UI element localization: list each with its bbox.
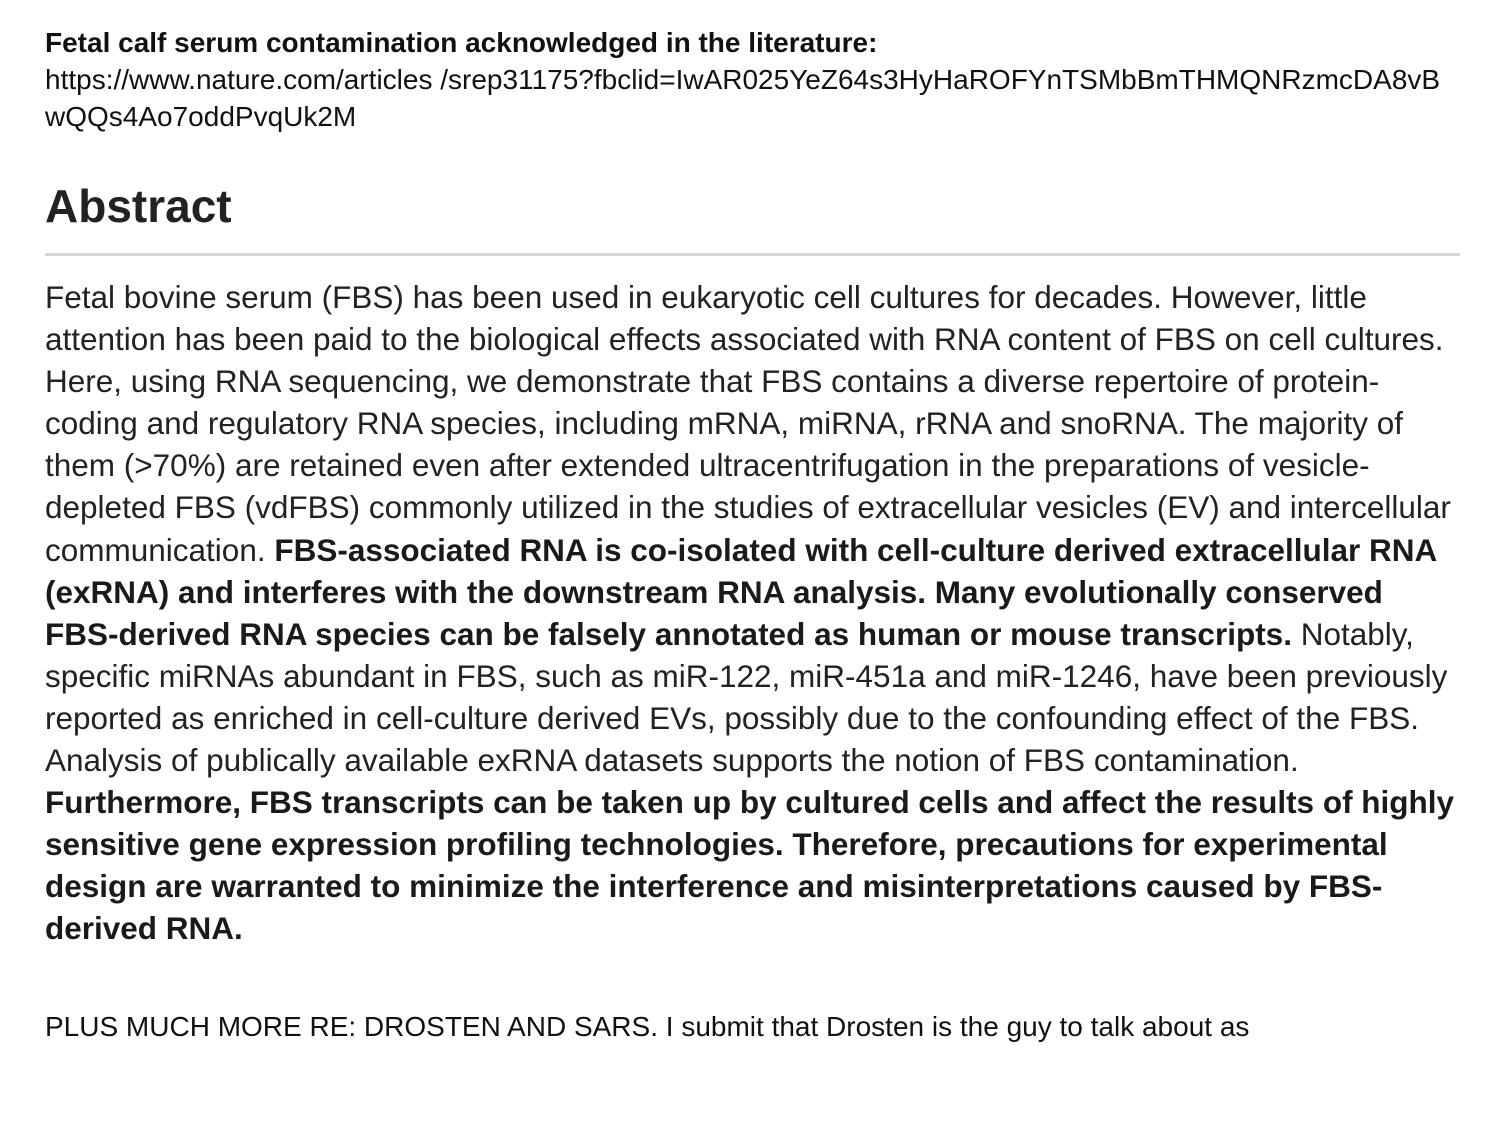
trailing-paragraph: PLUS MUCH MORE RE: DROSTEN AND SARS. I submit that Drosten is the guy to talk about as (45, 1010, 1250, 1042)
abstract-bold-1: FBS-associated RNA is co-isolated with cell-culture derived extracellular RNA (exRNA) and interferes with the downstream RNA analysis. Many evolutionally conserved FBS-derived RNA species can be falsely annotated as human or mouse transcripts. (45, 531, 1437, 652)
abstract-title: Abstract (45, 180, 232, 232)
document-page (45, 24, 1460, 1045)
intro-block (45, 24, 1460, 135)
abstract-text-2: Notably, specific miRNAs abundant in FBS, such as miR-122, miR-451a and miR-1246, have been previously reported as enriched in cell-culture derived EVs, possibly due to the confounding effect of the FBS. Analysis of publically available exRNA datasets supports the notion of FBS contamination. (45, 615, 1448, 779)
section-divider (45, 253, 1460, 256)
abstract-text-1: Fetal bovine serum (FBS) has been used in eukaryotic cell cultures for decades. However, little attention has been paid to the biological effects associated with RNA content of FBS on cell cultures. Here, using RNA sequencing, we demonstrate that FBS contains a diverse repertoire of protein-coding and regulatory RNA species, including mRNA, miRNA, rRNA and snoRNA. The majority of them (>70%) are retained even after extended ultracentrifugation in the preparations of vesicle-depleted FBS (vdFBS) commonly utilized in the studies of extracellular vesicles (EV) and intercellular communication. (45, 279, 1451, 568)
intro-heading: Fetal calf serum contamination acknowledged in the literature: (45, 27, 878, 58)
abstract-body (45, 276, 1460, 950)
article-link[interactable]: https://www.nature.com/articles /srep31175?fbclid=IwAR025YeZ64s3HyHaROFYnTSMbBmTHMQNRzmcDA8vBwQQs4Ao7oddPvqUk2M (45, 64, 1441, 132)
abstract-bold-2: Furthermore, FBS transcripts can be taken up by cultured cells and affect the results of highly sensitive gene expression profiling technologies. Therefore, precautions for experimental design are warranted to minimize the interference and misinterpretations caused by FBS-derived RNA. (45, 784, 1455, 947)
